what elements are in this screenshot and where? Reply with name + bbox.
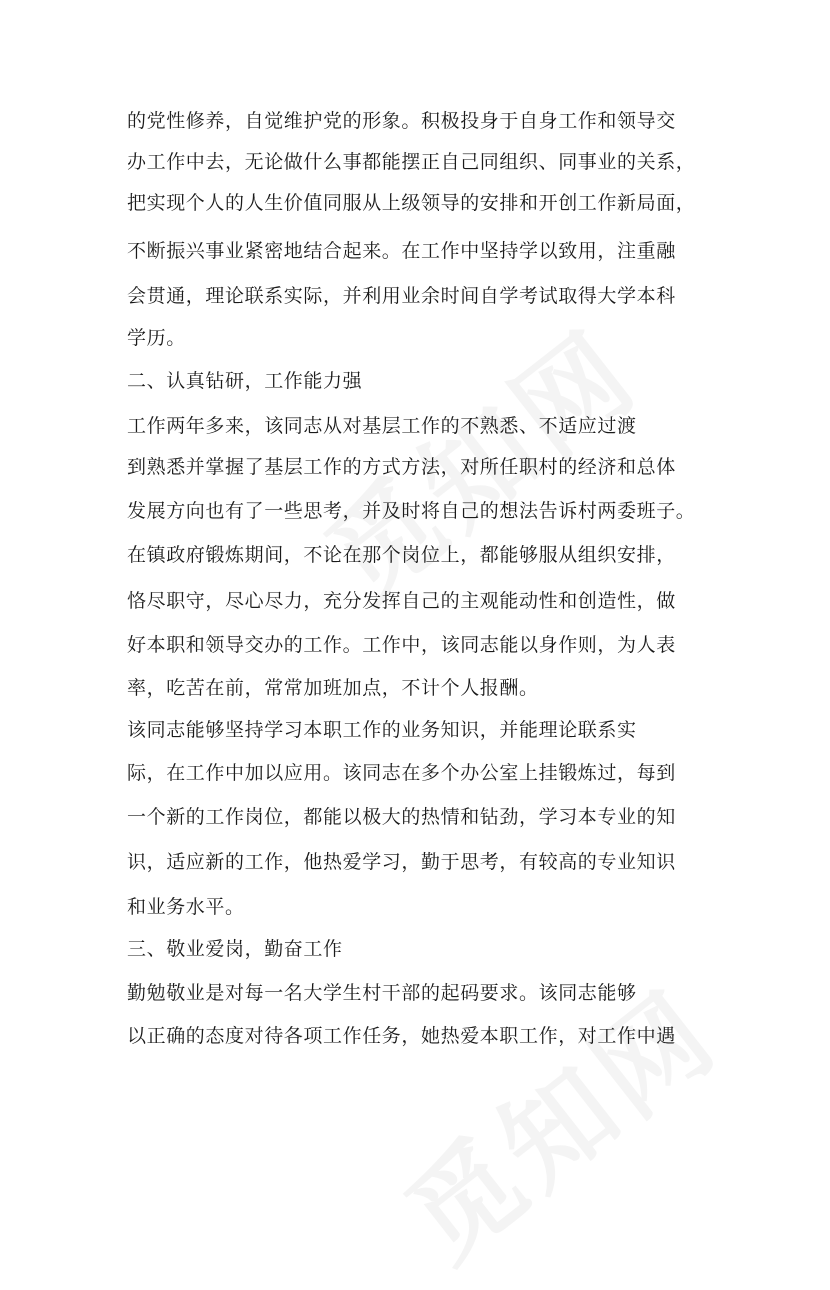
paragraph-line: 恪尽职守，尽心尽力，充分发挥自己的主观能动性和创造性，做 bbox=[127, 590, 676, 612]
paragraph-line: 际，在工作中加以应用。该同志在多个办公室上挂锻炼过，每到 bbox=[127, 762, 676, 784]
paragraph-line: 以正确的态度对待各项工作任务，她热爱本职工作，对工作中遇 bbox=[127, 1025, 676, 1047]
section-heading: 二、认真钻研，工作能力强 bbox=[127, 370, 363, 392]
paragraph-line: 不断振兴事业紧密地结合起来。在工作中坚持学以致用，注重融 bbox=[127, 240, 676, 262]
paragraph-line: 到熟悉并掌握了基层工作的方式方法，对所任职村的经济和总体 bbox=[127, 456, 676, 478]
paragraph-line: 学历。 bbox=[127, 327, 186, 349]
paragraph-line: 勤勉敬业是对每一名大学生村干部的起码要求。该同志能够 bbox=[127, 982, 637, 1004]
paragraph-line: 的党性修养，自觉维护党的形象。积极投身于自身工作和领导交 bbox=[127, 110, 676, 132]
paragraph-line: 一个新的工作岗位，都能以极大的热情和钻劲，学习本专业的知 bbox=[127, 806, 676, 828]
paragraph-line: 和业务水平。 bbox=[127, 896, 245, 918]
paragraph-line: 办工作中去，无论做什么事都能摆正自己同组织、同事业的关系， bbox=[127, 151, 696, 173]
paragraph-line: 把实现个人的人生价值同服从上级领导的安排和开创工作新局面， bbox=[127, 192, 696, 214]
section-heading: 三、敬业爱岗，勤奋工作 bbox=[127, 938, 343, 960]
paragraph-line: 该同志能够坚持学习本职工作的业务知识，并能理论联系实 bbox=[127, 719, 637, 741]
paragraph-line: 工作两年多来，该同志从对基层工作的不熟悉、不适应过渡 bbox=[127, 415, 637, 437]
paragraph-line: 识，适应新的工作，他热爱学习，勤于思考，有较高的专业知识 bbox=[127, 851, 676, 873]
paragraph-line: 会贯通，理论联系实际，并利用业余时间自学考试取得大学本科 bbox=[127, 285, 676, 307]
paragraph-line: 在镇政府锻炼期间，不论在那个岗位上，都能够服从组织安排， bbox=[127, 544, 676, 566]
paragraph-line: 发展方向也有了一些思考，并及时将自己的想法告诉村两委班子。 bbox=[127, 500, 696, 522]
paragraph-line: 率，吃苦在前，常常加班加点，不计个人报酬。 bbox=[127, 677, 539, 699]
paragraph-line: 好本职和领导交办的工作。工作中，该同志能以身作则，为人表 bbox=[127, 634, 676, 656]
